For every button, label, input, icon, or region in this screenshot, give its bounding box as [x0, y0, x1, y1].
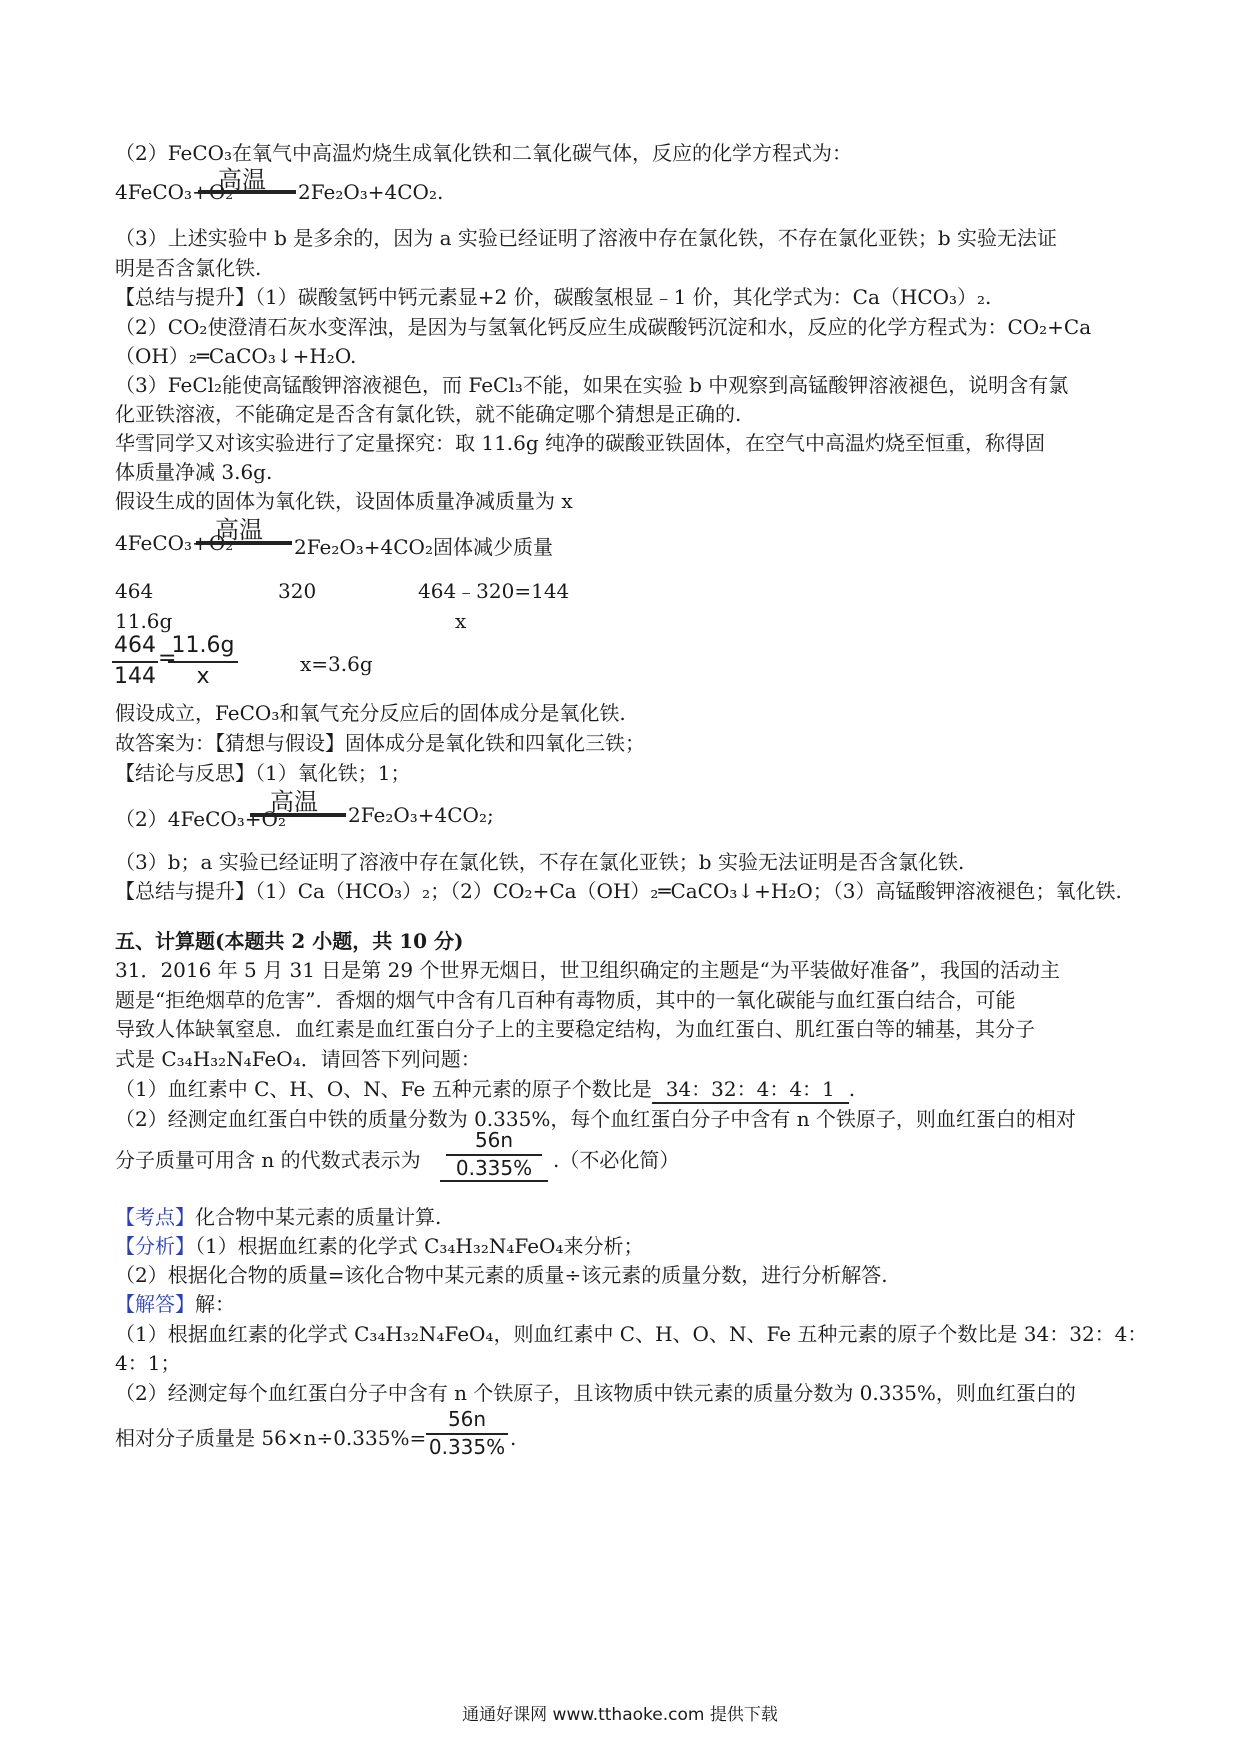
jieda-text: 解：	[195, 1292, 235, 1316]
section-heading: 五、计算题(本题共 2 小题，共 10 分)	[115, 929, 464, 953]
mass-value: 464	[115, 579, 154, 603]
punctuation: .	[510, 1426, 517, 1450]
fraction-bar	[168, 661, 238, 663]
text-line: 【总结与提升】（1）碳酸氢钙中钙元素显+2 价，碳酸氢根显﹣1 价，其化学式为：Ca（HCO₃）₂.	[115, 285, 992, 309]
fraction-numerator: 56n	[474, 1128, 514, 1152]
text-line: 假设成立，FeCO₃和氧气充分反应后的固体成分是氧化铁.	[115, 701, 626, 725]
equation-left: （2）4FeCO₃+O₂	[115, 807, 286, 831]
text-line: 【结论与反思】（1）氧化铁；1；	[115, 761, 411, 785]
text-line: 假设生成的固体为氧化铁，设固体质量净减质量为 x	[115, 489, 573, 513]
result-value: x=3.6g	[300, 652, 373, 676]
fraction-numerator: 464	[114, 633, 156, 658]
text-line: （3）b；a 实验已经证明了溶液中存在氯化铁，不存在氯化亚铁；b 实验无法证明是否含氯化铁.	[115, 850, 965, 874]
question-text: 31．2016 年 5 月 31 日是第 29 个世界无烟日，世卫组织确定的主题是“为平装做好准备”，我国的活动主	[115, 958, 1060, 982]
text-line: （2）FeCO₃在氧气中高温灼烧生成氧化铁和二氧化碳气体，反应的化学方程式为：	[115, 141, 853, 165]
equation-right: 2Fe₂O₃+4CO₂固体减少质量	[294, 535, 553, 559]
text-line: （OH）₂═CaCO₃↓+H₂O.	[115, 344, 357, 368]
text-line: 【总结与提升】（1）Ca（HCO₃）₂；（2）CO₂+Ca（OH）₂═CaCO₃↓+H₂O；（3）高锰酸钾溶液褪色；氧化铁.	[115, 879, 1122, 903]
question-text: 分子质量可用含 n 的代数式表示为	[115, 1148, 421, 1172]
reaction-condition: 高温	[215, 516, 263, 544]
fraction-denominator: 144	[114, 664, 156, 689]
answer-blank: 34：32：4：4：1	[652, 1076, 849, 1104]
equals-sign: =	[158, 646, 177, 671]
text-line: （2）CO₂使澄清石灰水变浑浊，是因为与氢氧化钙反应生成碳酸钙沉淀和水，反应的化学方程式为：CO₂+Ca	[115, 315, 1092, 339]
kaodian-text: 化合物中某元素的质量计算.	[195, 1205, 442, 1229]
mass-value: 464﹣320=144	[418, 579, 570, 603]
fenxi-tag: 【分析】	[115, 1234, 195, 1258]
question-text: .（不必化简）	[553, 1148, 680, 1172]
analysis-line	[115, 1233, 643, 1259]
question-text: 导致人体缺氧窒息．血红素是血红蛋白分子上的主要稳定结构，为血红蛋白、肌红蛋白等的辅基，其分子	[115, 1017, 1035, 1041]
analysis-line	[115, 1291, 235, 1317]
equation-double-line	[198, 190, 296, 194]
equation-right: 2Fe₂O₃+4CO₂.	[298, 180, 444, 204]
analysis-text: （2）根据化合物的质量=该化合物中某元素的质量÷该元素的质量分数，进行分析解答.	[115, 1263, 888, 1287]
equation-left: 4FeCO₃+O₂	[115, 180, 234, 204]
analysis-line	[115, 1204, 441, 1230]
equation-double-line	[196, 541, 292, 545]
answer-underline	[440, 1180, 548, 1182]
text-line: 明是否含氯化铁.	[115, 256, 262, 280]
punctuation: .	[848, 1077, 856, 1101]
question-text: 式是 C₃₄H₃₂N₄FeO₄．请回答下列问题：	[115, 1047, 481, 1071]
equation-left: 4FeCO₃+O₂	[115, 531, 234, 555]
fraction-numerator: 56n	[447, 1407, 487, 1431]
equation-right: 2Fe₂O₃+4CO₂;	[348, 803, 494, 827]
equation-double-line	[250, 813, 346, 817]
mass-value: x	[455, 609, 467, 633]
page-footer: 通通好课网 www.tthaoke.com 提供下载	[462, 1705, 778, 1725]
answer-text: 相对分子质量是 56×n÷0.335%=	[115, 1426, 427, 1450]
fraction-denominator: x	[196, 664, 210, 689]
mass-value: 11.6g	[115, 609, 173, 633]
text-line: 故答案为：【猜想与假设】固体成分是氧化铁和四氧化三铁；	[115, 731, 645, 755]
kaodian-tag: 【考点】	[115, 1205, 195, 1229]
text-line: 体质量净减 3.6g.	[115, 460, 273, 484]
question-text: 题是“拒绝烟草的危害”．香烟的烟气中含有几百种有毒物质，其中的一氧化碳能与血红蛋白结合，可能	[115, 988, 1016, 1012]
question-text: （2）经测定血红蛋白中铁的质量分数为 0.335%，每个血红蛋白分子中含有 n 个铁原子，则血红蛋白的相对	[115, 1107, 1076, 1131]
fraction-numerator: 11.6g	[171, 633, 235, 658]
mass-value: 320	[278, 579, 317, 603]
fraction-bar	[112, 661, 158, 663]
fraction-denominator: 0.335%	[455, 1156, 533, 1180]
reaction-condition: 高温	[270, 788, 318, 816]
answer-text: （2）经测定每个血红蛋白分子中含有 n 个铁原子，且该物质中铁元素的质量分数为 0.335%，则血红蛋白的	[115, 1381, 1076, 1405]
text-line: （3）上述实验中 b 是多余的，因为 a 实验已经证明了溶液中存在氯化铁，不存在氯化亚铁；b 实验无法证	[115, 226, 1058, 250]
text-line: （3）FeCl₂能使高锰酸钾溶液褪色，而 FeCl₃不能，如果在实验 b 中观察到高锰酸钾溶液褪色，说明含有氯	[115, 373, 1069, 397]
question-line	[115, 1076, 855, 1104]
reaction-condition: 高温	[218, 166, 266, 194]
jieda-tag: 【解答】	[115, 1292, 195, 1316]
text-line: 华雪同学又对该实验进行了定量探究：取 11.6g 纯净的碳酸亚铁固体，在空气中高温灼烧至恒重，称得固	[115, 431, 1046, 455]
fraction-denominator: 0.335%	[428, 1435, 506, 1459]
text-line: 化亚铁溶液，不能确定是否含有氯化铁，就不能确定哪个猜想是正确的.	[115, 402, 742, 426]
question-text: （1）血红素中 C、H、O、N、Fe 五种元素的原子个数比是	[115, 1077, 652, 1101]
fenxi-text: （1）根据血红素的化学式 C₃₄H₃₂N₄FeO₄来分析；	[195, 1234, 644, 1258]
answer-text: （1）根据血红素的化学式 C₃₄H₃₂N₄FeO₄，则血红素中 C、H、O、N、Fe 五种元素的原子个数比是 34：32：4：	[115, 1322, 1148, 1346]
answer-text: 4：1；	[115, 1351, 181, 1375]
